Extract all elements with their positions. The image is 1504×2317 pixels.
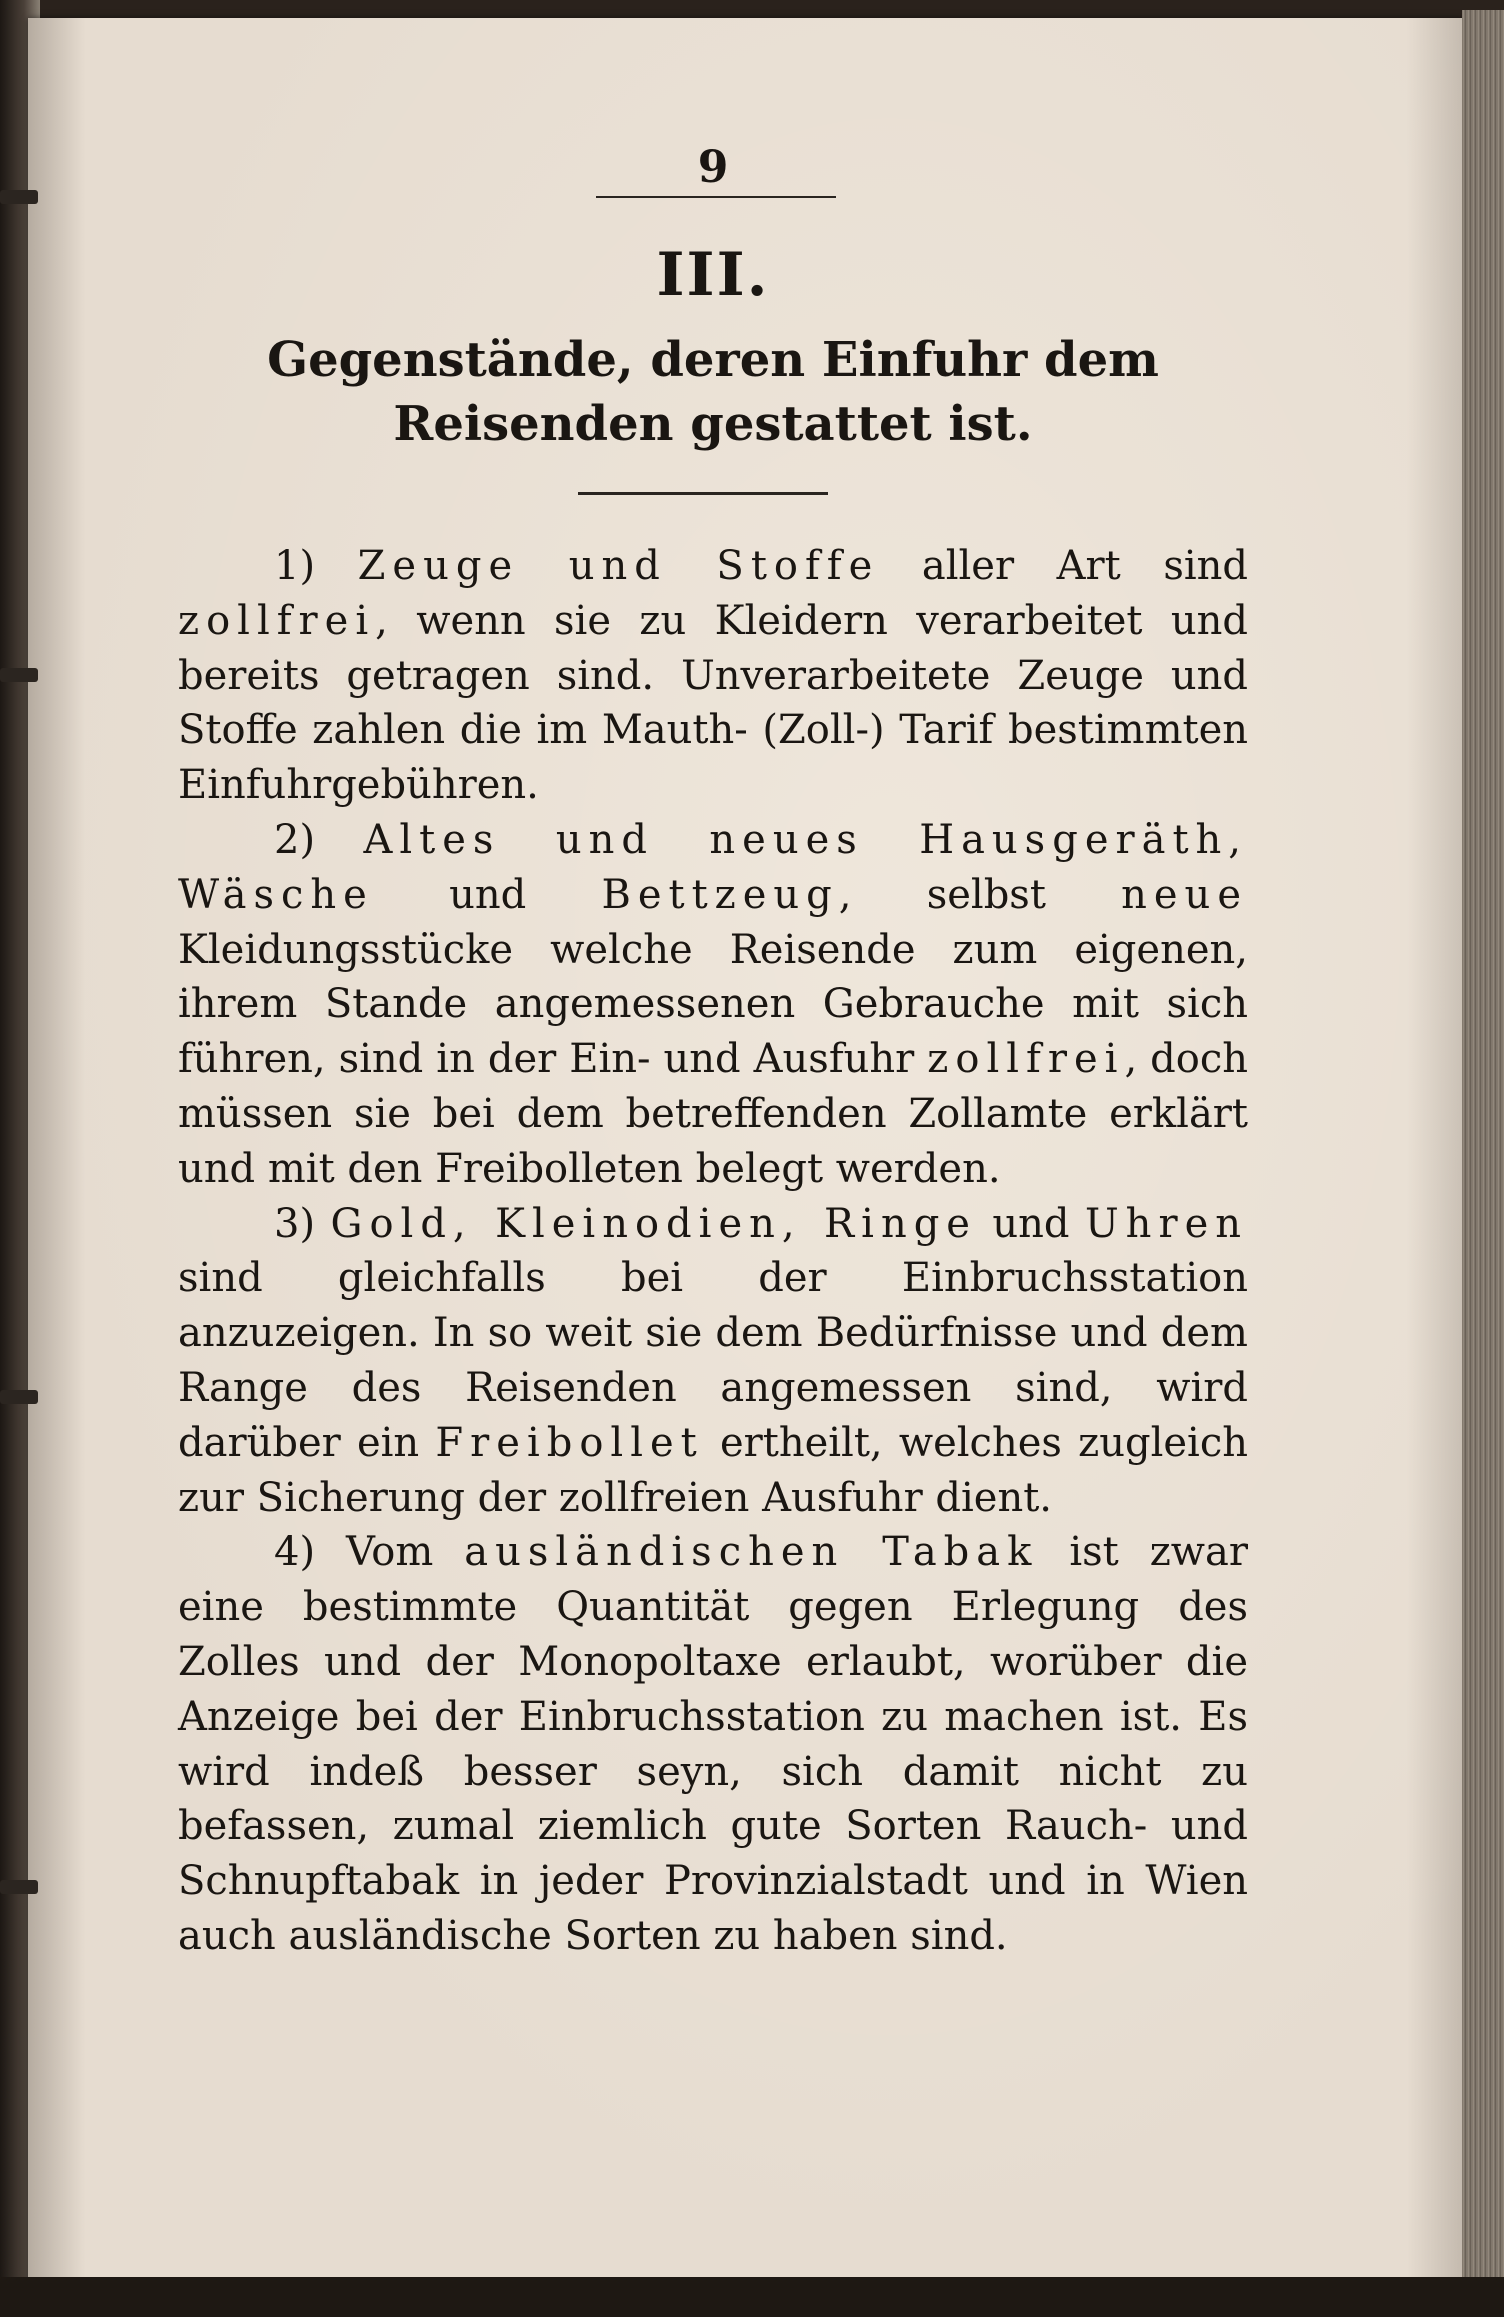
item-text: aller Art sind [879, 543, 1249, 589]
item-number: 1) [274, 543, 316, 589]
scan-bottom-edge [0, 2277, 1504, 2317]
paragraph-4 [178, 1525, 1248, 1963]
item-text: Kleidungsstücke welche Reisende zum eigenen, ihrem Stande angemessenen Gebrauche mit sich führen, sind in der Ein- und Ausfuhr [178, 926, 1248, 1083]
emphasis: zollfrei [927, 1036, 1125, 1083]
item-number: 3) [274, 1200, 316, 1247]
emphasis: neue [1121, 871, 1248, 918]
item-text: und [373, 871, 602, 918]
title-rule [578, 492, 828, 495]
item-text: Vom [346, 1529, 465, 1576]
emphasis: Freibollet [435, 1419, 704, 1466]
binding-stitch [0, 190, 38, 204]
item-lead: Zeuge und Stoffe [357, 543, 880, 589]
item-number: 4) [274, 1529, 316, 1576]
emphasis: Uhren [1084, 1200, 1248, 1247]
item-text: ertheilt, welches zugleich zur Sicherung der zollfreien Ausfuhr dient. [178, 1419, 1248, 1521]
item-text: , doch müssen sie bei dem betreffenden Zollamte erklärt und mit den Freibolleten belegt werden. [178, 1036, 1249, 1192]
item-lead: ausländischen Tabak [464, 1529, 1039, 1576]
page-edges [1462, 10, 1504, 2290]
item-text: und [976, 1200, 1085, 1247]
binding-stitch [0, 668, 38, 682]
binding-stitch [0, 1390, 38, 1404]
binding-stitch [0, 1880, 38, 1894]
item-lead: Altes und neues Hausgeräth, Wäsche [178, 816, 1249, 918]
item-number: 2) [274, 816, 316, 863]
page-number: 9 [697, 142, 729, 193]
emphasis: Bettzeug [601, 871, 839, 918]
paragraph-2 [178, 813, 1248, 1197]
page-text [178, 140, 1248, 1964]
section-title: Gegenstände, deren Einfuhr dem Reisenden gestattet ist. [267, 332, 1159, 452]
paragraph-3 [178, 1197, 1248, 1526]
paragraph-1 [178, 539, 1248, 813]
emphasis: zollfrei [178, 597, 376, 644]
item-text: ist zwar eine bestimmte Quantität gegen Erlegung des Zolles und der Monopoltaxe erlaubt, worüber die Anzeige bei der Einbruchsstation zu machen ist. Es wird indeß besser seyn, sich damit nicht zu befassen, zumal ziemlich gute Sorten Rauch- und Schnupftabak in jeder Provinzialstadt und in Wien auch ausländische Sorten zu haben sind. [178, 1529, 1249, 1959]
section-numeral: III. [656, 240, 770, 310]
item-text: , wenn sie zu Kleidern verarbeitet und bereits getragen sind. Unverarbeitete Zeuge und Stoffe zahlen die im Mauth- (Zoll-) Tarif bestimmten Einfuhrgebühren. [178, 597, 1248, 809]
header-rule [596, 196, 836, 198]
item-text: sind gleichfalls bei der Einbruchsstation anzuzeigen. In so weit sie dem Bedürfnisse und dem Range des Reisenden angemessen sind, wird darüber ein [178, 1255, 1248, 1466]
item-lead: Gold, Kleinodien, Ringe [330, 1200, 977, 1247]
item-text: , selbst [838, 871, 1122, 918]
